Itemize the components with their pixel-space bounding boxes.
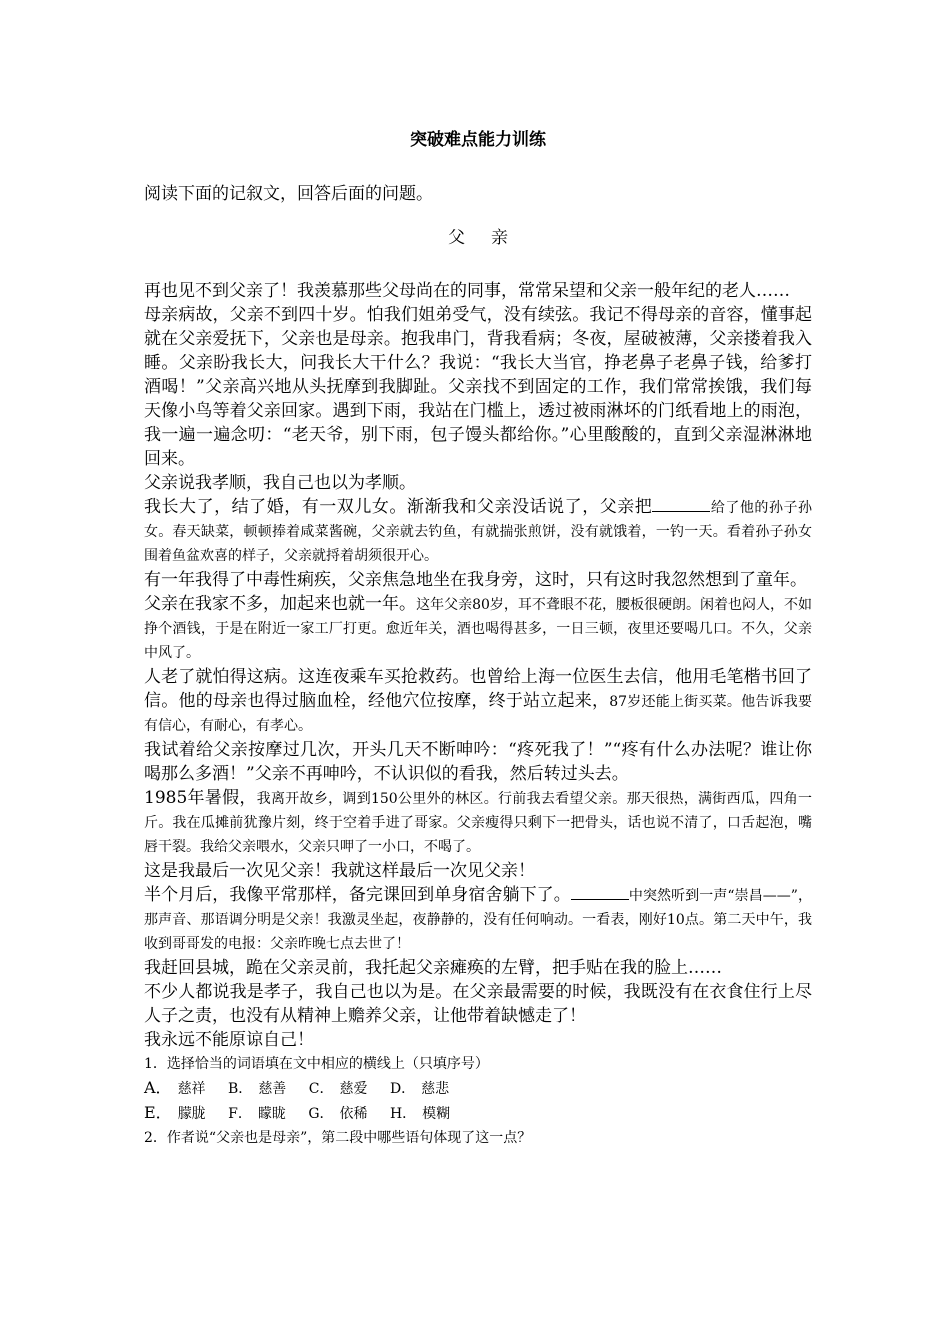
option-key: B． xyxy=(228,1081,253,1097)
option-word: 矇眬 xyxy=(257,1106,286,1122)
story-title: 父亲 xyxy=(448,228,534,248)
option-word: 慈悲 xyxy=(421,1081,450,1097)
option-f[interactable] xyxy=(228,1102,286,1126)
option-word: 慈爱 xyxy=(339,1081,368,1097)
paragraph: 父亲说我孝顺，我自己也以为孝顺。 xyxy=(144,473,416,493)
option-key: C． xyxy=(308,1081,334,1097)
option-word: 朦胧 xyxy=(177,1106,206,1122)
options-row-2 xyxy=(144,1101,812,1126)
question-2: 2．作者说“父亲也是母亲”，第二段中哪些语句体现了这一点？ xyxy=(144,1130,532,1146)
option-key: D． xyxy=(389,1081,416,1097)
paragraph-rest: 给了他的孙子孙女。春天缺菜，顿顿捧着咸菜酱碗，父亲就去钓鱼，有就揣张煎饼，没有就饿着，一钓一天。看着孙子孙女围着鱼盆欢喜的样子，父亲就捋着胡须很开心。 xyxy=(144,500,813,564)
fill-blank-1[interactable] xyxy=(652,497,710,512)
paragraph-lead: 人老了就怕得这病。这连夜乘车买抢救药。也曾给上海一位医生去信，他用毛笔楷书回了信。他的母亲也得过脑血栓，经他穴位按摩，终于站立起来， xyxy=(144,667,812,711)
paragraph-with-blank-1 xyxy=(144,495,812,568)
paragraph: 不少人都说我是孝子，我自己也以为是。在父亲最需要的时候，我既没有在衣食住行上尽人子之责，也没有从精神上赡养父亲，让他带着缺憾走了！ xyxy=(144,982,812,1026)
options-row-1 xyxy=(144,1076,812,1101)
paragraph xyxy=(144,592,812,665)
paragraph: 我赶回县城，跪在父亲灵前，我托起父亲瘫痪的左臂，把手贴在我的脸上…… xyxy=(144,958,722,978)
reading-instruction: 阅读下面的记叙文，回答后面的问题。 xyxy=(144,184,433,204)
paragraph-lead: 半个月后，我像平常那样，备完课回到单身宿舍躺下了。 xyxy=(144,885,571,905)
option-word: 慈善 xyxy=(258,1081,287,1097)
option-key: H． xyxy=(389,1106,417,1122)
option-key: E． xyxy=(144,1103,172,1122)
paragraph: 母亲病故，父亲不到四十岁。怕我们姐弟受气，没有续弦。我记不得母亲的音容，懂事起就在父亲爱抚下，父亲也是母亲。抱我串门，背我看病；冬夜，屋破被薄，父亲搂着我入睡。父亲盼我长大，问我长大干什么？我说：“我长大当官，挣老鼻子老鼻子钱，给爹打酒喝！”父亲高兴地从头抚摩到我脚趾。父亲找不到固定的工作，我们常常挨饿，我们每天像小鸟等着父亲回家。遇到下雨，我站在门槛上，透过被雨淋坏的门纸看地上的雨泡，我一遍一遍念叨：“老天爷，别下雨，包子馒头都给你。”心里酸酸的，直到父亲湿淋淋地回来。 xyxy=(144,305,812,469)
paragraph-lead: 1985年暑假， xyxy=(144,788,257,808)
fill-blank-2[interactable] xyxy=(571,885,629,900)
paragraph-lead: 父亲在我家不多，加起来也就一年。 xyxy=(144,594,417,614)
question-1: 1．选择恰当的词语填在文中相应的横线上（只填序号） xyxy=(144,1056,489,1072)
option-d[interactable] xyxy=(390,1077,449,1101)
option-g[interactable] xyxy=(308,1102,367,1126)
paragraph xyxy=(144,665,812,738)
paragraph: 这是我最后一次见父亲！我就这样最后一次见父亲！ xyxy=(144,861,535,881)
paragraph-with-blank-2 xyxy=(144,883,812,956)
option-word: 模糊 xyxy=(422,1106,451,1122)
option-key: G． xyxy=(308,1106,334,1122)
option-b[interactable] xyxy=(228,1077,286,1101)
paragraph-rest: 中突然听到一声“崇昌——”，那声音、那语调分明是父亲！我激灵坐起，夜静静的，没有任何响动。一看表，刚好10点。第二天中午，我收到哥哥发的电报：父亲昨晚七点去世了！ xyxy=(144,888,812,952)
paragraph: 我永远不能原谅自己！ xyxy=(144,1030,314,1050)
option-a[interactable] xyxy=(144,1076,206,1101)
paragraph-lead: 我长大了，结了婚，有一双儿女。渐渐我和父亲没话说了，父亲把 xyxy=(144,497,653,517)
paragraph xyxy=(144,786,812,859)
option-key: F． xyxy=(228,1106,252,1122)
option-word: 慈祥 xyxy=(177,1081,206,1097)
paragraph-rest: 87岁还能上街买菜。他告诉我要有信心，有耐心，有孝心。 xyxy=(144,694,812,734)
option-word: 依稀 xyxy=(339,1106,368,1122)
paragraph: 再也见不到父亲了！我羡慕那些父母尚在的同事，常常呆望和父亲一般年纪的老人…… xyxy=(144,281,790,301)
document-title: 突破难点能力训练 xyxy=(410,130,546,150)
option-e[interactable] xyxy=(144,1101,206,1126)
option-c[interactable] xyxy=(309,1077,368,1101)
option-h[interactable] xyxy=(390,1102,450,1126)
option-key: A． xyxy=(144,1078,172,1097)
story-body xyxy=(144,279,812,1150)
paragraph: 有一年我得了中毒性痢疾，父亲焦急地坐在我身旁，这时，只有这时我忽然想到了童年。 xyxy=(144,570,807,590)
paragraph-rest: 这年父亲80岁，耳不聋眼不花，腰板很硬朗。闲着也闷人，不如挣个酒钱，于是在附近一家工厂打更。愈近年关，酒也喝得甚多，一日三顿，夜里还要喝几口。不久，父亲中风了。 xyxy=(144,597,812,661)
paragraph-rest: 我离开故乡，调到150公里外的林区。行前我去看望父亲。那天很热，满街西瓜，四角一斤。我在瓜摊前犹豫片刻，终于空着手进了哥家。父亲瘦得只剩下一把骨头，话也说不清了，口舌起泡，嘴唇干裂。我给父亲喂水，父亲只呷了一小口，不喝了。 xyxy=(144,791,812,855)
document-page xyxy=(144,120,812,1150)
paragraph: 我试着给父亲按摩过几次，开头几天不断呻吟：“疼死我了！”“疼有什么办法呢？谁让你喝那么多酒！”父亲不再呻吟，不认识似的看我，然后转过头去。 xyxy=(144,740,812,784)
